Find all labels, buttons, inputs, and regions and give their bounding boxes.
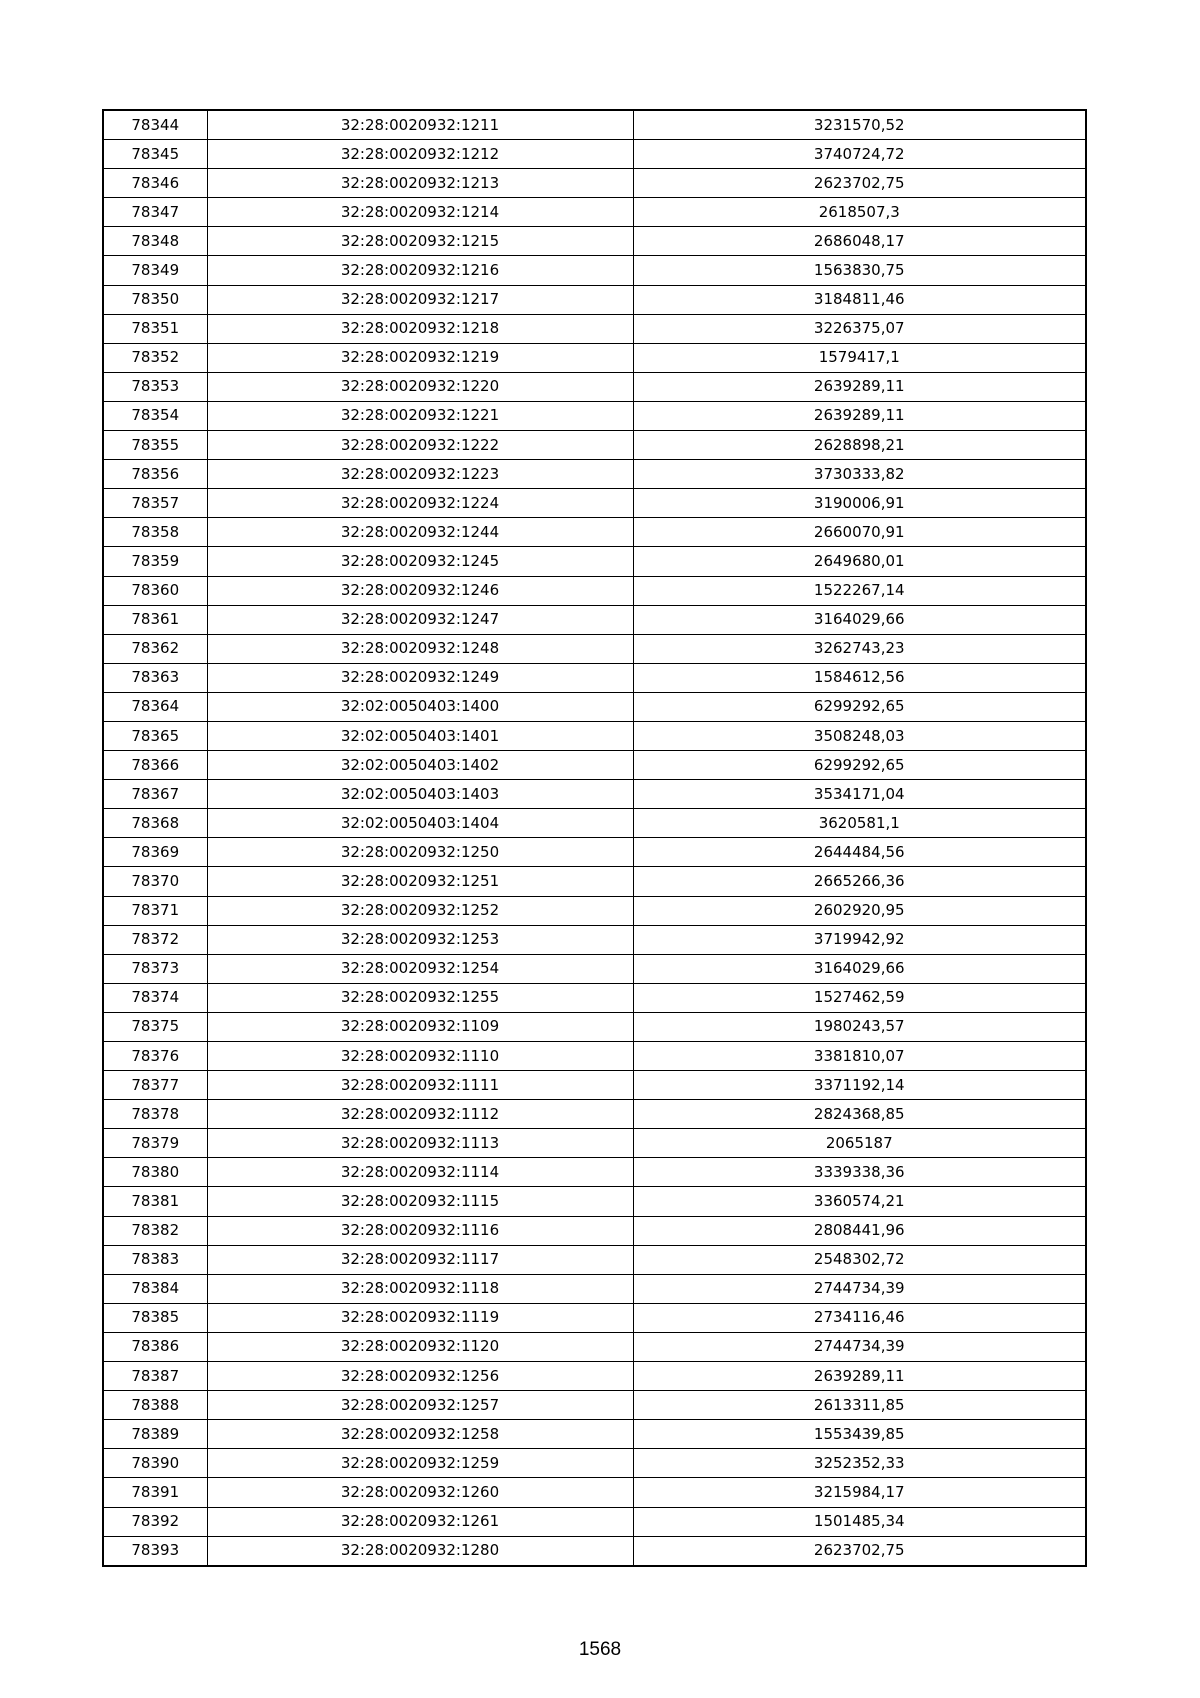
table-row [103, 1391, 1086, 1420]
row-number-cell: 78386 [103, 1332, 207, 1361]
cadastral-number-cell: 32:28:0020932:1220 [207, 372, 633, 401]
cadastral-value-cell: 2744734,39 [633, 1332, 1086, 1361]
row-number-cell: 78389 [103, 1420, 207, 1449]
row-number-cell: 78375 [103, 1012, 207, 1041]
cadastral-number-cell: 32:28:0020932:1115 [207, 1187, 633, 1216]
cadastral-value-cell: 3371192,14 [633, 1071, 1086, 1100]
table-row [103, 751, 1086, 780]
table-row [103, 140, 1086, 169]
row-number-cell: 78364 [103, 692, 207, 721]
row-number-cell: 78387 [103, 1362, 207, 1391]
table-row [103, 809, 1086, 838]
cadastral-number-cell: 32:28:0020932:1260 [207, 1478, 633, 1507]
cadastral-value-cell: 2644484,56 [633, 838, 1086, 867]
cadastral-value-cell: 2744734,39 [633, 1274, 1086, 1303]
row-number-cell: 78361 [103, 605, 207, 634]
table-row [103, 1536, 1086, 1566]
table-row [103, 721, 1086, 750]
row-number-cell: 78381 [103, 1187, 207, 1216]
row-number-cell: 78347 [103, 198, 207, 227]
table-row [103, 110, 1086, 140]
row-number-cell: 78390 [103, 1449, 207, 1478]
cadastral-value-cell: 1584612,56 [633, 663, 1086, 692]
table-row [103, 1071, 1086, 1100]
cadastral-value-cell: 1563830,75 [633, 256, 1086, 285]
cadastral-number-cell: 32:28:0020932:1112 [207, 1100, 633, 1129]
row-number-cell: 78385 [103, 1303, 207, 1332]
cadastral-value-cell: 3231570,52 [633, 110, 1086, 140]
cadastral-number-cell: 32:02:0050403:1401 [207, 721, 633, 750]
cadastral-value-cell: 2613311,85 [633, 1391, 1086, 1420]
cadastral-number-cell: 32:28:0020932:1214 [207, 198, 633, 227]
table-row [103, 1187, 1086, 1216]
table-row [103, 401, 1086, 430]
row-number-cell: 78367 [103, 780, 207, 809]
row-number-cell: 78358 [103, 518, 207, 547]
cadastral-value-cell: 1501485,34 [633, 1507, 1086, 1536]
row-number-cell: 78366 [103, 751, 207, 780]
cadastral-number-cell: 32:28:0020932:1221 [207, 401, 633, 430]
cadastral-number-cell: 32:28:0020932:1247 [207, 605, 633, 634]
cadastral-number-cell: 32:28:0020932:1246 [207, 576, 633, 605]
cadastral-value-cell: 2639289,11 [633, 372, 1086, 401]
cadastral-number-cell: 32:28:0020932:1257 [207, 1391, 633, 1420]
row-number-cell: 78393 [103, 1536, 207, 1566]
cadastral-number-cell: 32:28:0020932:1215 [207, 227, 633, 256]
table-row [103, 576, 1086, 605]
table-row [103, 896, 1086, 925]
cadastral-value-cell: 2660070,91 [633, 518, 1086, 547]
table-row [103, 925, 1086, 954]
row-number-cell: 78388 [103, 1391, 207, 1420]
cadastral-value-cell: 2628898,21 [633, 431, 1086, 460]
cadastral-value-cell: 2686048,17 [633, 227, 1086, 256]
table-row [103, 838, 1086, 867]
row-number-cell: 78383 [103, 1245, 207, 1274]
table-row [103, 431, 1086, 460]
table-row [103, 1362, 1086, 1391]
cadastral-number-cell: 32:28:0020932:1110 [207, 1042, 633, 1071]
row-number-cell: 78373 [103, 954, 207, 983]
cadastral-number-cell: 32:28:0020932:1258 [207, 1420, 633, 1449]
cadastral-value-table [102, 109, 1087, 1567]
row-number-cell: 78351 [103, 314, 207, 343]
table-row [103, 634, 1086, 663]
cadastral-number-cell: 32:28:0020932:1218 [207, 314, 633, 343]
cadastral-value-cell: 3252352,33 [633, 1449, 1086, 1478]
row-number-cell: 78359 [103, 547, 207, 576]
row-number-cell: 78363 [103, 663, 207, 692]
cadastral-value-cell: 3534171,04 [633, 780, 1086, 809]
cadastral-number-cell: 32:28:0020932:1244 [207, 518, 633, 547]
cadastral-value-cell: 2065187 [633, 1129, 1086, 1158]
row-number-cell: 78345 [103, 140, 207, 169]
cadastral-value-cell: 3719942,92 [633, 925, 1086, 954]
cadastral-value-cell: 3215984,17 [633, 1478, 1086, 1507]
row-number-cell: 78372 [103, 925, 207, 954]
table-row [103, 692, 1086, 721]
cadastral-number-cell: 32:28:0020932:1248 [207, 634, 633, 663]
cadastral-number-cell: 32:28:0020932:1255 [207, 983, 633, 1012]
row-number-cell: 78382 [103, 1216, 207, 1245]
cadastral-number-cell: 32:02:0050403:1403 [207, 780, 633, 809]
table-row [103, 1420, 1086, 1449]
cadastral-value-cell: 2824368,85 [633, 1100, 1086, 1129]
row-number-cell: 78370 [103, 867, 207, 896]
cadastral-number-cell: 32:28:0020932:1211 [207, 110, 633, 140]
row-number-cell: 78377 [103, 1071, 207, 1100]
cadastral-value-cell: 3184811,46 [633, 285, 1086, 314]
cadastral-number-cell: 32:28:0020932:1254 [207, 954, 633, 983]
table-row [103, 1332, 1086, 1361]
row-number-cell: 78350 [103, 285, 207, 314]
row-number-cell: 78378 [103, 1100, 207, 1129]
row-number-cell: 78391 [103, 1478, 207, 1507]
cadastral-number-cell: 32:28:0020932:1216 [207, 256, 633, 285]
table-row [103, 1100, 1086, 1129]
cadastral-number-cell: 32:28:0020932:1120 [207, 1332, 633, 1361]
table-row [103, 1274, 1086, 1303]
table-row [103, 547, 1086, 576]
cadastral-number-cell: 32:28:0020932:1251 [207, 867, 633, 896]
table-row [103, 663, 1086, 692]
cadastral-value-cell: 3508248,03 [633, 721, 1086, 750]
row-number-cell: 78349 [103, 256, 207, 285]
table-row [103, 1478, 1086, 1507]
cadastral-number-cell: 32:28:0020932:1212 [207, 140, 633, 169]
cadastral-value-cell: 3190006,91 [633, 489, 1086, 518]
row-number-cell: 78354 [103, 401, 207, 430]
cadastral-number-cell: 32:28:0020932:1252 [207, 896, 633, 925]
page-number: 1568 [578, 1639, 622, 1660]
cadastral-value-cell: 2623702,75 [633, 169, 1086, 198]
row-number-cell: 78352 [103, 343, 207, 372]
row-number-cell: 78369 [103, 838, 207, 867]
cadastral-number-cell: 32:28:0020932:1280 [207, 1536, 633, 1566]
table-row [103, 372, 1086, 401]
cadastral-number-cell: 32:28:0020932:1111 [207, 1071, 633, 1100]
cadastral-value-cell: 2665266,36 [633, 867, 1086, 896]
row-number-cell: 78392 [103, 1507, 207, 1536]
cadastral-value-cell: 1522267,14 [633, 576, 1086, 605]
cadastral-number-cell: 32:28:0020932:1261 [207, 1507, 633, 1536]
row-number-cell: 78376 [103, 1042, 207, 1071]
cadastral-number-cell: 32:28:0020932:1113 [207, 1129, 633, 1158]
cadastral-number-cell: 32:28:0020932:1223 [207, 460, 633, 489]
cadastral-number-cell: 32:28:0020932:1118 [207, 1274, 633, 1303]
cadastral-value-cell: 1980243,57 [633, 1012, 1086, 1041]
cadastral-value-cell: 3164029,66 [633, 605, 1086, 634]
table-row [103, 867, 1086, 896]
table-row [103, 198, 1086, 227]
cadastral-number-cell: 32:28:0020932:1222 [207, 431, 633, 460]
cadastral-number-cell: 32:28:0020932:1224 [207, 489, 633, 518]
table-row [103, 285, 1086, 314]
row-number-cell: 78353 [103, 372, 207, 401]
cadastral-number-cell: 32:28:0020932:1116 [207, 1216, 633, 1245]
cadastral-value-cell: 2649680,01 [633, 547, 1086, 576]
cadastral-number-cell: 32:28:0020932:1213 [207, 169, 633, 198]
cadastral-number-cell: 32:28:0020932:1117 [207, 1245, 633, 1274]
cadastral-value-cell: 1527462,59 [633, 983, 1086, 1012]
cadastral-value-cell: 6299292,65 [633, 692, 1086, 721]
table-row [103, 256, 1086, 285]
cadastral-number-cell: 32:28:0020932:1119 [207, 1303, 633, 1332]
cadastral-value-cell: 3339338,36 [633, 1158, 1086, 1187]
cadastral-value-cell: 3226375,07 [633, 314, 1086, 343]
table-row [103, 780, 1086, 809]
cadastral-value-cell: 1553439,85 [633, 1420, 1086, 1449]
table-row [103, 983, 1086, 1012]
cadastral-value-cell: 3164029,66 [633, 954, 1086, 983]
row-number-cell: 78374 [103, 983, 207, 1012]
table-row [103, 314, 1086, 343]
row-number-cell: 78380 [103, 1158, 207, 1187]
row-number-cell: 78379 [103, 1129, 207, 1158]
cadastral-number-cell: 32:02:0050403:1400 [207, 692, 633, 721]
cadastral-value-cell: 2734116,46 [633, 1303, 1086, 1332]
cadastral-number-cell: 32:28:0020932:1219 [207, 343, 633, 372]
cadastral-value-cell: 2623702,75 [633, 1536, 1086, 1566]
table-row [103, 1042, 1086, 1071]
cadastral-value-cell: 6299292,65 [633, 751, 1086, 780]
table-row [103, 227, 1086, 256]
cadastral-number-cell: 32:28:0020932:1217 [207, 285, 633, 314]
cadastral-value-cell: 2602920,95 [633, 896, 1086, 925]
row-number-cell: 78371 [103, 896, 207, 925]
row-number-cell: 78360 [103, 576, 207, 605]
cadastral-number-cell: 32:28:0020932:1109 [207, 1012, 633, 1041]
row-number-cell: 78357 [103, 489, 207, 518]
cadastral-value-cell: 3360574,21 [633, 1187, 1086, 1216]
cadastral-value-cell: 2639289,11 [633, 401, 1086, 430]
cadastral-value-cell: 3620581,1 [633, 809, 1086, 838]
cadastral-value-cell: 2639289,11 [633, 1362, 1086, 1391]
table-row [103, 1129, 1086, 1158]
cadastral-value-cell: 3730333,82 [633, 460, 1086, 489]
cadastral-number-cell: 32:28:0020932:1256 [207, 1362, 633, 1391]
row-number-cell: 78368 [103, 809, 207, 838]
table-row [103, 489, 1086, 518]
table-row [103, 1449, 1086, 1478]
row-number-cell: 78348 [103, 227, 207, 256]
row-number-cell: 78346 [103, 169, 207, 198]
table-row [103, 1012, 1086, 1041]
cadastral-value-cell: 3262743,23 [633, 634, 1086, 663]
row-number-cell: 78365 [103, 721, 207, 750]
cadastral-value-cell: 1579417,1 [633, 343, 1086, 372]
cadastral-number-cell: 32:28:0020932:1245 [207, 547, 633, 576]
row-number-cell: 78355 [103, 431, 207, 460]
row-number-cell: 78362 [103, 634, 207, 663]
table-body [103, 110, 1086, 1566]
table-row [103, 169, 1086, 198]
table-row [103, 1158, 1086, 1187]
cadastral-number-cell: 32:28:0020932:1253 [207, 925, 633, 954]
table-row [103, 518, 1086, 547]
cadastral-number-cell: 32:28:0020932:1114 [207, 1158, 633, 1187]
row-number-cell: 78356 [103, 460, 207, 489]
cadastral-value-cell: 3381810,07 [633, 1042, 1086, 1071]
cadastral-number-cell: 32:28:0020932:1249 [207, 663, 633, 692]
cadastral-value-cell: 2808441,96 [633, 1216, 1086, 1245]
table-row [103, 1245, 1086, 1274]
cadastral-value-cell: 2618507,3 [633, 198, 1086, 227]
table-row [103, 1216, 1086, 1245]
cadastral-number-cell: 32:02:0050403:1404 [207, 809, 633, 838]
cadastral-number-cell: 32:02:0050403:1402 [207, 751, 633, 780]
table-row [103, 343, 1086, 372]
cadastral-value-cell: 3740724,72 [633, 140, 1086, 169]
table-row [103, 605, 1086, 634]
cadastral-value-cell: 2548302,72 [633, 1245, 1086, 1274]
table-row [103, 1303, 1086, 1332]
table-row [103, 460, 1086, 489]
table-row [103, 1507, 1086, 1536]
table-row [103, 954, 1086, 983]
row-number-cell: 78344 [103, 110, 207, 140]
cadastral-number-cell: 32:28:0020932:1259 [207, 1449, 633, 1478]
cadastral-number-cell: 32:28:0020932:1250 [207, 838, 633, 867]
row-number-cell: 78384 [103, 1274, 207, 1303]
